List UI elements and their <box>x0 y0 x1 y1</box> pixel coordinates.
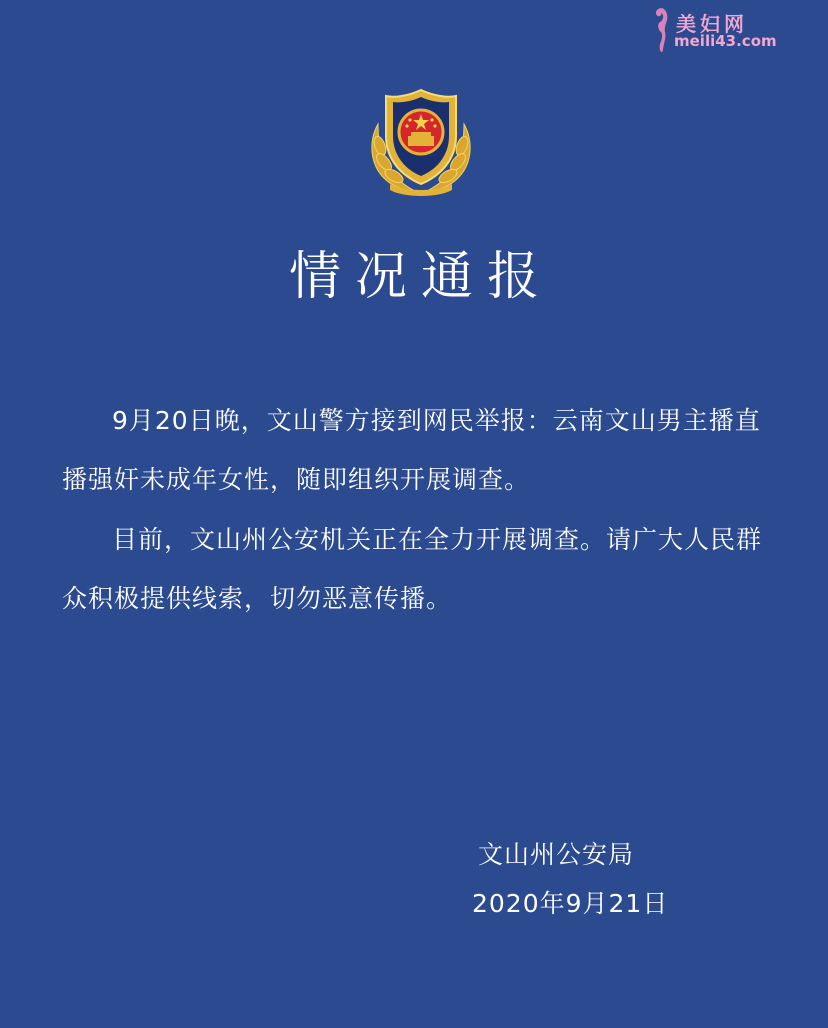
signature-date: 2020年9月21日 <box>472 889 669 918</box>
watermark <box>650 6 810 54</box>
watermark-url: meili43.com <box>674 32 777 50</box>
notice-paragraph-2: 目前，文山州公安机关正在全力开展调查。请广大人民群众积极提供线索，切勿恶意传播。 <box>62 525 763 613</box>
signature-organization: 文山州公安局 <box>478 840 635 869</box>
notice-title: 情况通报 <box>288 247 553 307</box>
watermark-title: 美妇网 <box>676 12 748 36</box>
notice-paragraph-1: 9月20日晚，文山警方接到网民举报：云南文山男主播直播强奸未成年女性，随即组织开展调查。 <box>62 406 761 494</box>
woman-figure-icon <box>650 6 672 54</box>
police-emblem-icon <box>360 84 482 200</box>
